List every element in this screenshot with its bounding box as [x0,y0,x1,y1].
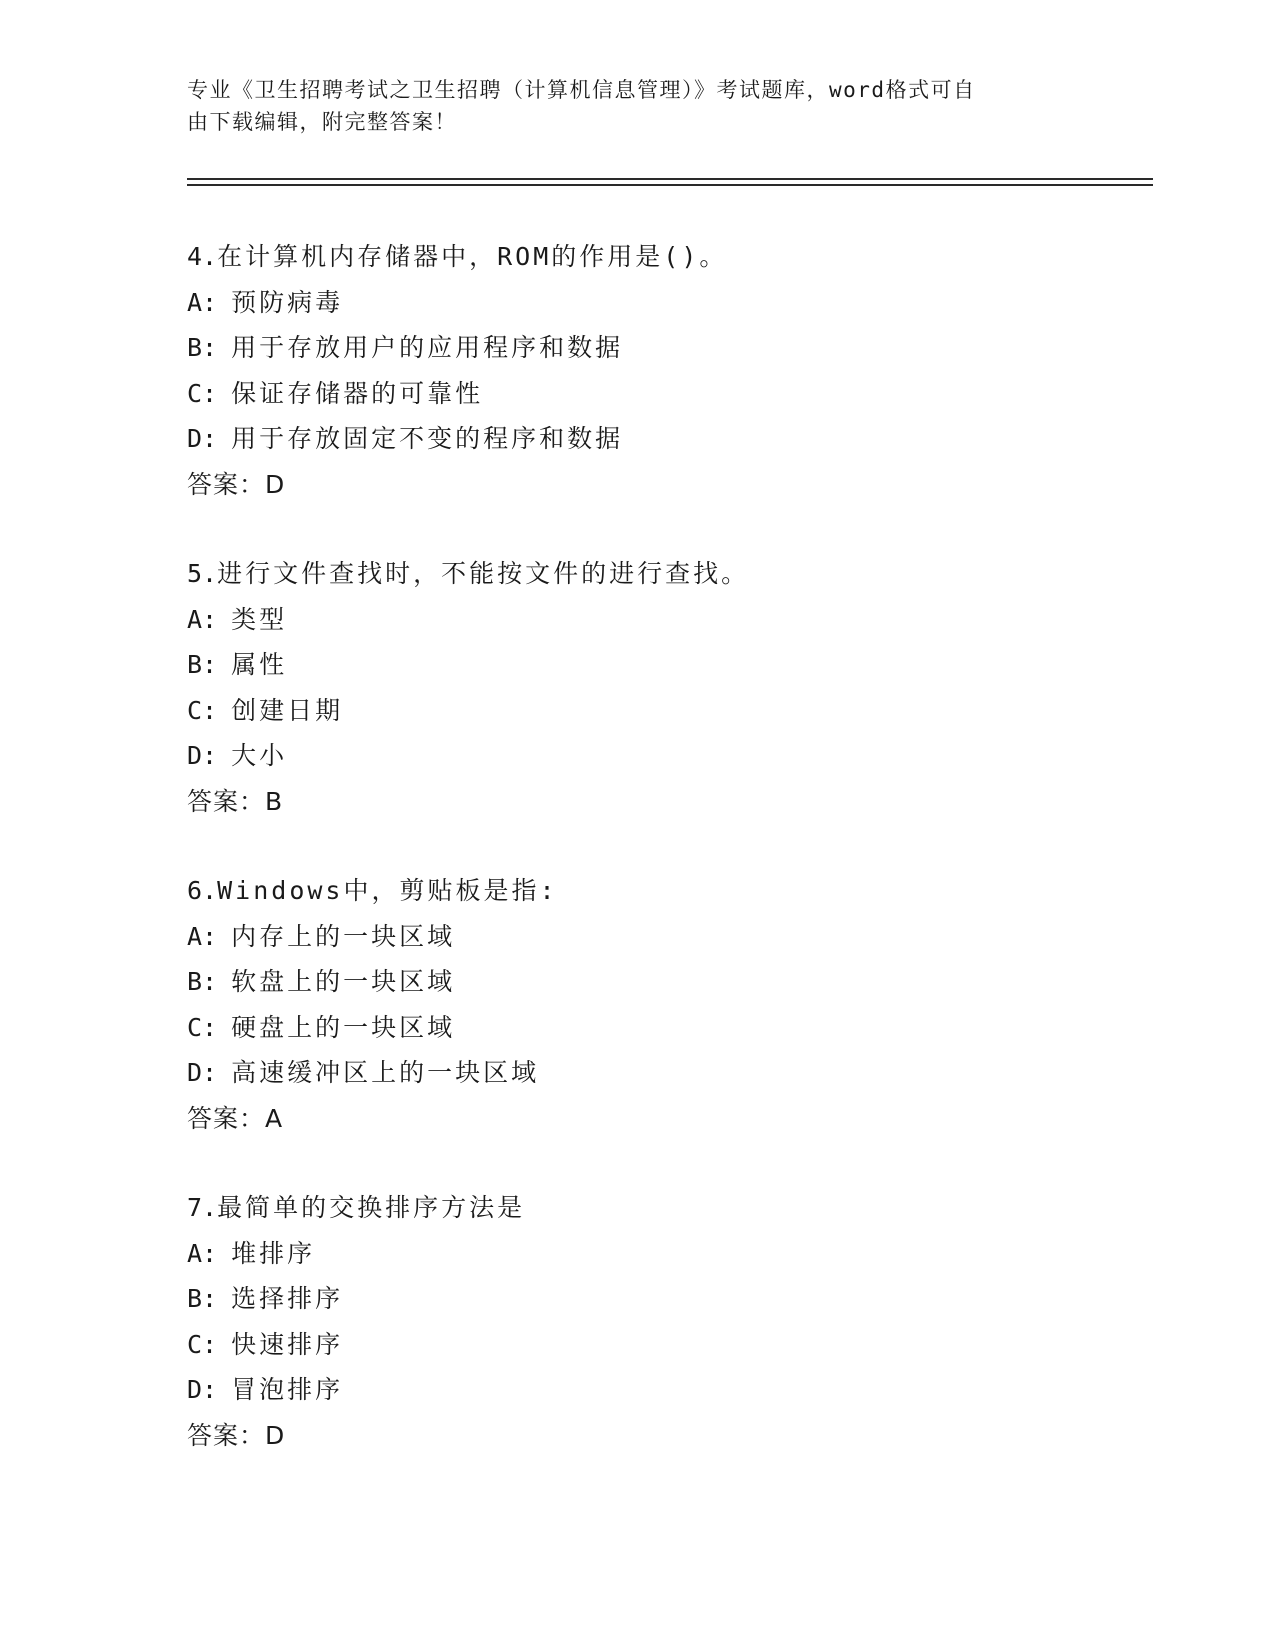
question-stem: 在计算机内存储器中，ROM的作用是()。 [217,242,728,271]
option-text: 用于存放固定不变的程序和数据 [231,424,624,453]
option-letter: C: [187,1329,218,1359]
option-text: 创建日期 [231,695,344,725]
option-letter: D: [187,741,218,770]
answer-line: 答案：D [187,1420,286,1450]
option-text: 选择排序 [231,1284,344,1313]
option-text: 硬盘上的一块区域 [231,1012,456,1042]
question-stem: Windows中，剪贴板是指: [217,876,558,905]
question-text [187,1185,1147,1231]
option-c [187,1322,1147,1368]
option-letter: D: [187,424,218,453]
option-b [187,642,1147,688]
answer-line: 答案：A [187,1103,284,1133]
option-letter: B: [187,650,218,679]
header-divider-top [187,178,1153,180]
option-a [187,280,1147,326]
question-number: 6. [187,876,218,905]
option-text: 预防病毒 [231,287,344,317]
option-letter: B: [187,333,218,362]
question-text [187,551,1147,597]
option-a [187,1231,1147,1277]
option-text: 高速缓冲区上的一块区域 [231,1058,540,1087]
question-number: 5. [187,559,218,588]
option-c [187,371,1147,417]
option-letter: C: [187,378,218,408]
question-stem: 最简单的交换排序方法是 [217,1193,526,1222]
option-d [187,1367,1147,1413]
header-divider-bottom [187,184,1153,186]
option-letter: C: [187,1012,218,1042]
option-a [187,914,1147,960]
question-text [187,234,1147,280]
option-text: 快速排序 [231,1329,344,1359]
question-list [187,234,1147,1502]
intro-line-2: 由下载编辑，附完整答案！ [187,110,457,134]
option-text: 软盘上的一块区域 [231,967,456,996]
question-text [187,868,1147,914]
option-d [187,1050,1147,1096]
option-text: 堆排序 [231,1238,316,1268]
option-text: 内存上的一块区域 [231,921,456,951]
answer-line: 答案：B [187,786,284,816]
option-b [187,1276,1147,1322]
question-4 [187,234,1147,507]
question-number: 4. [187,242,218,271]
option-letter: D: [187,1058,218,1087]
option-b [187,959,1147,1005]
question-number: 7. [187,1193,218,1222]
option-letter: B: [187,1284,218,1313]
option-letter: A: [187,1238,218,1268]
option-text: 冒泡排序 [231,1375,344,1404]
option-c [187,1005,1147,1051]
option-letter: C: [187,695,218,725]
option-text: 类型 [231,604,288,634]
answer-line: 答案：D [187,469,286,499]
option-text: 属性 [231,650,288,679]
option-d [187,733,1147,779]
option-text: 用于存放用户的应用程序和数据 [231,333,624,362]
intro-line-1: 专业《卫生招聘考试之卫生招聘（计算机信息管理）》考试题库，word格式可自 [187,78,976,102]
option-a [187,597,1147,643]
option-b [187,325,1147,371]
option-text: 大小 [231,741,288,770]
option-letter: A: [187,921,218,951]
question-6 [187,868,1147,1141]
option-letter: A: [187,287,218,317]
option-letter: B: [187,967,218,996]
question-stem: 进行文件查找时，不能按文件的进行查找。 [217,559,750,588]
question-7 [187,1185,1147,1458]
option-text: 保证存储器的可靠性 [231,378,484,408]
option-c [187,688,1147,734]
option-d [187,416,1147,462]
option-letter: D: [187,1375,218,1404]
question-5 [187,551,1147,824]
option-letter: A: [187,604,218,634]
document-intro [187,74,1087,138]
